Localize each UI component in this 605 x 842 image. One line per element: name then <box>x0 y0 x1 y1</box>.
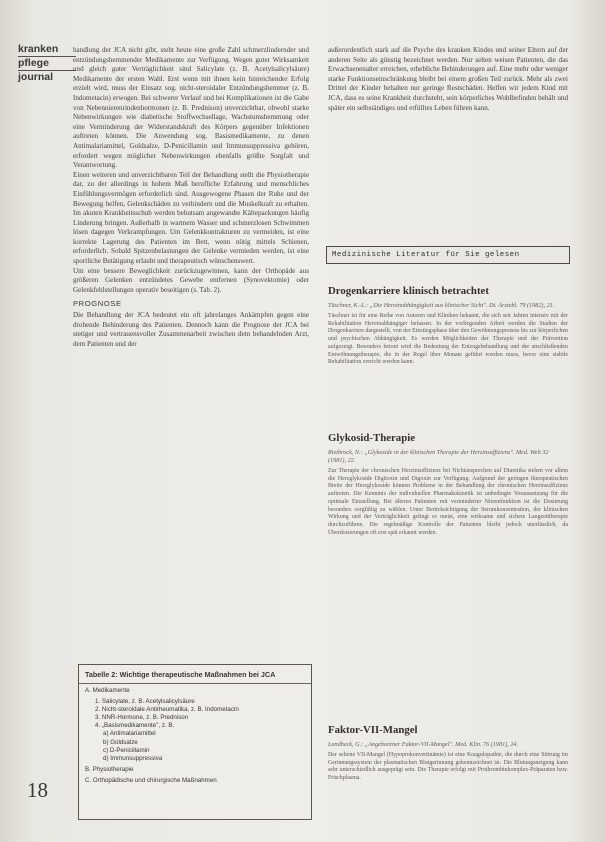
article-abstract: Zur Therapie der chronischen Herzinsuffizienz bei Nichtansprechen auf Diuretika stehen vor allem die Herzglykoside Digitoxin und Digoxin zur Verfügung. Aufgrund der geringen therapeutischen Breite der Herzglykoside können Probleme in der Behandlung der chronischen Herzinsuffizienz auftreten. Die Kenntnis der individuellen Pharmakokinetik ist unbedingte Voraussetzung für die optimale Einstellung. Bei älteren Patienten mit verminderter Nierenfunktion ist die Dosierung besonders sorgfältig zu wählen. Unter Berücksichtigung der Serumkonzentration, der klinischen Wirkung und der Verträglichkeit gelingt es meist, eine wirksame und sichere Langzeittherapie durchzuführen. Die regelmäßige Kontrolle der Patienten bleibt jedoch unerlässlich, da Überdosierungen oft erst spät erkannt werden. <box>328 468 568 536</box>
article-title: Glykosid-Therapie <box>328 432 415 444</box>
article-drogenkarriere <box>328 285 568 367</box>
table-item: 1. Salicylate, z. B. Acetylsalicylsäure <box>95 698 195 706</box>
table-item: A. Medikamente <box>85 687 130 694</box>
section-heading: PROGNOSE <box>73 299 122 309</box>
article-citation: Täschner, K.-L.: „Die Heroinabhängigkeit aus klinischer Sicht". Dt. Ärztebl. 79 (1982), 21. <box>328 302 555 309</box>
article-citation: Landbeck, G.: „Angeborener Faktor-VII-Mangel". Med. Klin. 76 (1981), 24. <box>328 741 519 748</box>
logo-line-1: kranken <box>18 43 59 55</box>
body-paragraph: Um eine bessere Beweglichkeit zurückzugewinnen, kann der Orthopäde aus größeren Gelenken entzündetes Gewebe entfernen (Synovektomie) oder Gelenkfehlstellungen operativ beseitigen (s. Tab. 2). <box>73 266 309 294</box>
table-item: d) Immunsuppressiva <box>103 754 163 762</box>
table-title: Tabelle 2: Wichtige therapeutische Maßnahmen bei JCA <box>79 665 311 684</box>
logo-line-3: journal <box>18 71 54 83</box>
journal-logo <box>18 44 76 83</box>
article-title: Drogenkarriere klinisch betrachtet <box>328 285 489 297</box>
article-glykosid <box>328 432 568 537</box>
table-item: a) Antimalariamittel <box>103 730 156 738</box>
body-paragraph: handlung der JCA nicht gibt, steht heute eine große Zahl schmerzlindernder und entzündungshemmender Medikamente zur Verfügung. Wegen guter Wirksamkeit und gleich guter Verträglichkeit sind Salicylate (z. B. Acetylsalicylsäure) Medikamente der ersten Wahl. Erst wenn mit ihnen kein hinreichender Erfolg erzielt wird, muss der Einsatz sog. nicht-steroidaler Entzündungshemmer (z. B. Indometacin) erwogen. Bei schwerer Verlauf und bei Komplikationen ist die Gabe von Nebennierenrindenhormonen (z. B. Prednison) unverzichtbar, obwohl starke Nebenwirkungen wie diabetische Stoffwechsellage, Wachstumshemmung oder eine Verminderung der Widerstandskraft des Körpers gegenüber Infektionen auftreten können. Die Anwendung sog. Basismedikamente, zu denen Antimalariamittel, Goldsalze, D-Penicillamin und Immunsuppressiva gehören, erfordert wegen möglicher Nebenwirkungen ebenfalls größte Sorgfalt und Verantwortung. <box>73 46 309 170</box>
literature-section-banner: Medizinische Literatur für Sie gelesen <box>326 246 570 264</box>
body-paragraph: Die Behandlung der JCA bedeutet ein oft jahrelanges Ankämpfen gegen eine drohende Behinderung des Patienten. Dennoch kann die Prognose der JCA bei stetiger und vertrauensvoller Zusammenarbeit zwischen dem behandelnden Arzt, dem Patienten und der <box>73 311 309 348</box>
logo-line-2: pflege <box>18 57 49 69</box>
article-faktor-vii <box>328 724 568 783</box>
table-item: 2. Nicht-steroidale Antirheumatika, z. B. Indometacin <box>95 706 239 714</box>
table-item: C. Orthopädische und chirurgische Maßnahmen <box>85 776 217 784</box>
table-item: b) Goldsalze <box>103 738 138 746</box>
left-column <box>73 46 309 349</box>
article-abstract: Der seltene VII-Mangel (Hypoprokonvertinämie) ist eine Koagulopathie, die durch eine Störung im Gerinnungssystem der plasmatischen Blutgerinnung gekennzeichnet ist. Die Blutungsneigung kann sehr unterschiedlich ausgeprägt sein. Die Therapie erfolgt mit Prothrombinkomplex-Präparaten bzw. Frischplasma. <box>328 752 568 782</box>
right-column <box>328 46 568 113</box>
body-paragraph: außerordentlich stark auf die Psyche des kranken Kindes und seiner Eltern auf der anderen Seite als günstig bezeichnet werden. Nur selten weisen Patienten, die das Erwachsenenalter erreichen, erhebliche Behinderungen auf. Eine mehr oder weniger starke Funktionseinschränkung bleibt bei einem großen Teil zurück. Mehr als zwei Drittel der Kinder behalten nur geringe Restschäden. Helfen wir jedem Kind mit JCA, dass es seine Krankheit durchsteht, sein körperliches Wohlbefinden behält und später ein selbständiges und erfülltes Leben führen kann. <box>328 46 568 112</box>
page-number: 18 <box>27 778 48 802</box>
article-title: Faktor-VII-Mangel <box>328 724 418 736</box>
table-item: B. Physiotherapie <box>85 765 134 773</box>
table-list <box>79 687 311 785</box>
therapy-table <box>78 664 312 820</box>
body-paragraph: Einen weiteren und unverzichtbaren Teil der Behandlung stellt die Physiotherapie dar, zu der allerdings in hohem Maß berufliche Erfahrung und menschliches Einfühlungsvermögen erforderlich sind. Ausgewogene Phasen der Ruhe und der Bewegung helfen, Gelenkschäden zu verhindern und die Muskelkraft zu erhalten. Im akuten Krankheitsschub werden behutsam angewandte Kältepackungen häufig Linderung bringen. Außerhalb in warmem Wasser und schmerzlosen Schwimmen lösen dagegen Verkrampfungen. Um Gelenkkontrakturen zu vermeiden, ist eine korrekte Lagerung des Patienten im Bett, wenn nötig mittels Schienen, erforderlich. Sobald Spitzenbelastungen der Gelenke vermieden werden, ist eine sportliche Betätigung erlaubt und therapeutisch wünschenswert. <box>73 170 309 266</box>
article-citation: Rietbrock, N.: „Glykoside in der klinischen Therapie der Herzinsuffizienz". Med. Welt 32 (1981), 22. <box>328 449 549 464</box>
table-item: c) D-Penicillamin <box>103 746 150 754</box>
table-item: 3. NNR-Hormone, z. B. Prednison <box>95 714 189 722</box>
article-abstract: Täschner ist für eine Reihe von Autoren und Kliniken bekannt, die sich seit Jahren intensiv mit der Rehabilitation Heroinabhängiger befassen. In der vorliegenden Arbeit werden die Stadien der Drogenkarriere dargestellt, von der Einstiegsphase über den Gewöhnungsprozess bis zur körperlichen und psychischen Abhängigkeit. Es werden Möglichkeiten der Therapie und der Prävention aufgezeigt. Besonders betont wird die Bedeutung der Entzugsbehandlung und der anschließenden Entwöhnungstherapie, die in der Regel über Monate geführt werden muss, bevor eine stabile Rehabilitation erreicht werden kann. <box>328 313 568 366</box>
table-item: 4. „Basismedikamente", z. B. <box>95 722 175 730</box>
